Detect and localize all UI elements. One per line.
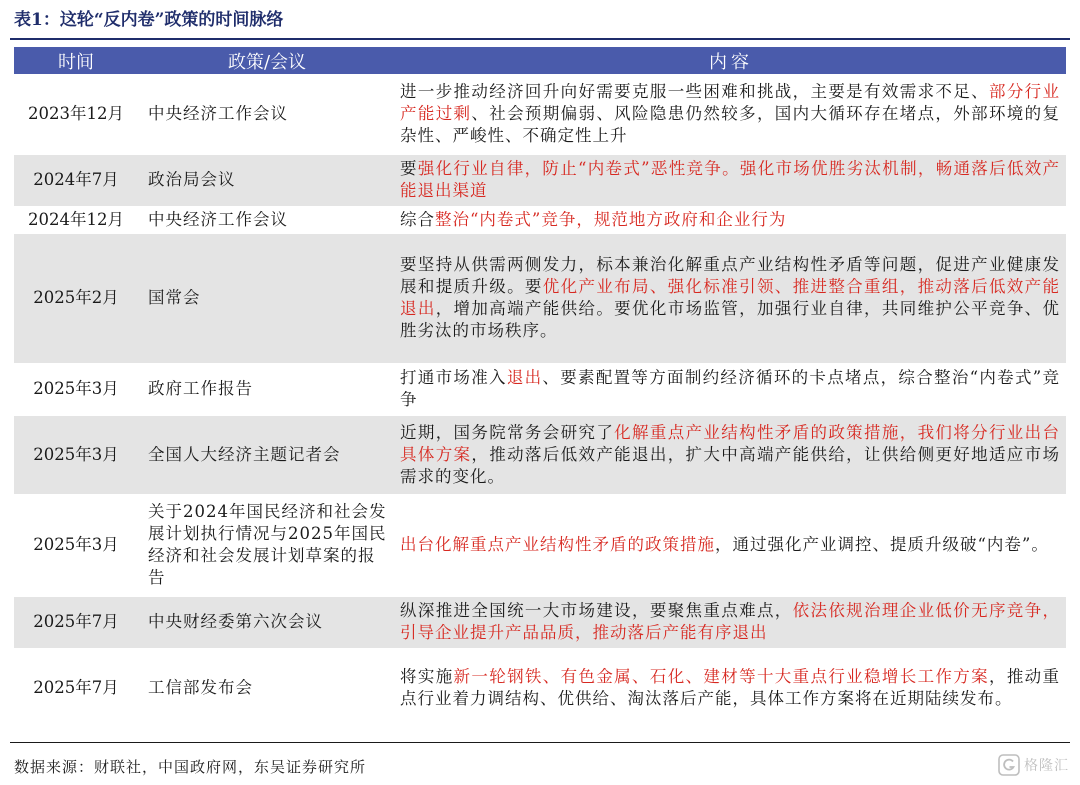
row-content	[396, 206, 1066, 233]
table-row	[14, 363, 1066, 415]
row-meeting: 工信部发布会	[138, 648, 396, 727]
table-header-row	[14, 47, 1066, 74]
content-text: ，增加高端产能供给。要优化市场监管，加强行业自律，共同维护公平竞争、优胜劣汰的市场秩序。	[400, 299, 1061, 340]
highlighted-text: 整治“内卷式”竞争，规范地方政府和企业行为	[435, 209, 787, 229]
row-time: 2025年7月	[14, 648, 138, 727]
row-time: 2025年3月	[14, 363, 138, 415]
content-text: 打通市场准入	[400, 368, 507, 387]
content-text: 、社会预期偏弱、风险隐患仍然较多，国内大循环存在堵点，外部环境的复杂性、严峻性、不确定性上升	[400, 103, 1061, 145]
row-meeting: 全国人大经济主题记者会	[138, 415, 396, 494]
row-meeting: 政治局会议	[138, 154, 396, 206]
highlighted-text: 强化行业自律，防止“内卷式”恶性竞争。强化市场优胜劣汰机制，畅通落后低效产能退出渠道	[400, 159, 1061, 200]
table-row	[14, 233, 1066, 363]
table-row	[14, 596, 1066, 648]
policy-timeline-table	[14, 47, 1066, 728]
row-content	[396, 596, 1066, 648]
highlighted-text: 退出	[506, 368, 543, 387]
row-content	[396, 648, 1066, 727]
row-meeting: 政府工作报告	[138, 363, 396, 415]
row-time: 2024年7月	[14, 154, 138, 206]
table-row	[14, 494, 1066, 596]
content-text: 要	[400, 159, 418, 178]
highlighted-text: 部分行业产能过剩	[400, 81, 1061, 123]
table-row	[14, 154, 1066, 206]
row-content	[396, 74, 1066, 154]
row-content	[396, 233, 1066, 363]
row-content	[396, 154, 1066, 206]
content-text: ，通过强化产业调控、提质升级破“内卷”。	[715, 535, 1049, 554]
table-row	[14, 206, 1066, 233]
highlighted-text: 新一轮钢铁、有色金属、石化、建材等十大重点行业稳增长工作方案	[453, 666, 989, 686]
row-time: 2024年12月	[14, 206, 138, 233]
row-meeting: 中央经济工作会议	[138, 206, 396, 233]
highlighted-text: 化解重点产业结构性矛盾的政策措施，我们将分行业出台具体方案	[400, 422, 1061, 464]
content-text: 近期，国务院常务会研究了	[400, 422, 615, 442]
table-row	[14, 648, 1066, 727]
g-logo-icon	[998, 754, 1020, 776]
table-row	[14, 74, 1066, 154]
row-time: 2023年12月	[14, 74, 138, 154]
content-text: 纵深推进全国统一大市场建设，要聚焦重点难点，	[400, 601, 793, 620]
header-time: 时间	[14, 47, 138, 74]
content-text: 将实施	[400, 666, 454, 686]
highlighted-text: 优化产业布局、强化标准引领、推进整合重组，推动落后低效产能退出	[400, 277, 1061, 318]
content-text: 进一步推动经济回升向好需要克服一些困难和挑战，主要是有效需求不足、	[400, 81, 989, 101]
table-row	[14, 415, 1066, 494]
watermark	[998, 752, 1070, 778]
row-content	[396, 494, 1066, 596]
watermark-text: 格隆汇	[1024, 758, 1069, 774]
table-title: 表1：这轮“反内卷”政策的时间脉络	[14, 10, 284, 30]
header-meeting: 政策/会议	[138, 47, 396, 74]
content-text: 、要素配置等方面制约经济循环的卡点堵点，综合整治“内卷式”竞争	[400, 368, 1061, 409]
row-meeting: 中央经济工作会议	[138, 74, 396, 154]
content-text: ，推动落后低效产能退出，扩大中高端产能供给，让供给侧更好地适应市场需求的变化。	[400, 444, 1061, 486]
row-time: 2025年3月	[14, 415, 138, 494]
title-rule	[10, 38, 1070, 40]
bottom-rule	[10, 742, 1070, 743]
row-content	[396, 415, 1066, 494]
highlighted-text: 出台化解重点产业结构性矛盾的政策措施	[400, 535, 715, 554]
header-content: 内容	[396, 47, 1066, 74]
content-text: 要坚持从供需两侧发力，标本兼治化解重点产业结构性矛盾等问题，促进产业健康发展和提质升级。要	[400, 255, 1060, 296]
row-meeting: 国常会	[138, 233, 396, 363]
row-meeting: 关于2024年国民经济和社会发展计划执行情况与2025年国民经济和社会发展计划草案的报告	[138, 494, 396, 596]
source-note: 数据来源：财联社，中国政府网，东吴证券研究所	[14, 758, 367, 776]
row-content	[396, 363, 1066, 415]
highlighted-text: 依法依规治理企业低价无序竞争，引导企业提升产品品质，推动落后产能有序退出	[400, 601, 1061, 642]
content-text: 综合	[400, 209, 435, 229]
content-text: ，推动重点行业着力调结构、优供给、淘汰落后产能，具体工作方案将在近期陆续发布。	[400, 666, 1061, 708]
row-meeting: 中央财经委第六次会议	[138, 596, 396, 648]
row-time: 2025年3月	[14, 494, 138, 596]
row-time: 2025年7月	[14, 596, 138, 648]
row-time: 2025年2月	[14, 233, 138, 363]
